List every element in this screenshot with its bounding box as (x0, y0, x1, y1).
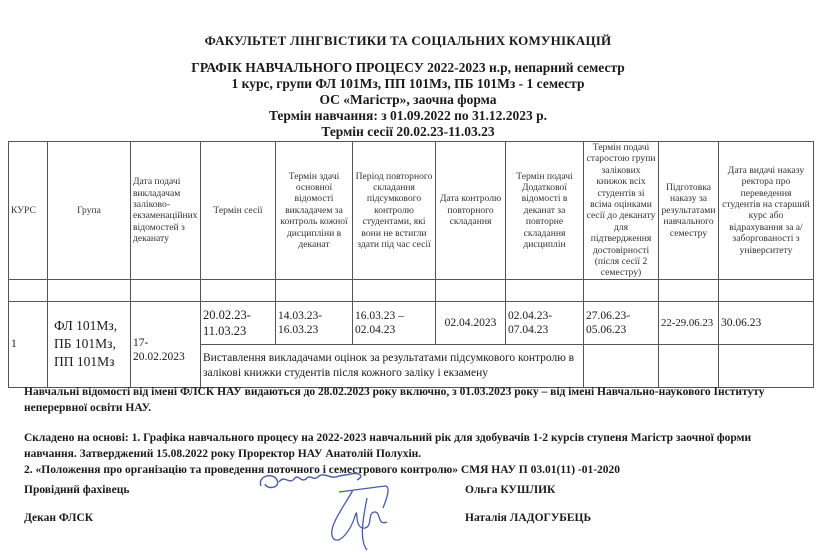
schedule-title: ГРАФІК НАВЧАЛЬНОГО ПРОЦЕСУ 2022-2023 н.р, непарний семестр (191, 60, 625, 75)
submission-date-end: 20.02.2023 (133, 351, 185, 364)
record-books-start: 27.06.23- (586, 309, 631, 322)
issuance-notice: Навчальні відомості від імені ФЛСК НАУ видаються до 28.02.2023 року включно, з 01.03.2023 року – від імені Навчально-наукового Інституту неперервної освіти НАУ. (24, 386, 765, 414)
col-header-session: Термін сесії (201, 142, 276, 280)
group-fl: ФЛ 101Мз, (54, 318, 118, 334)
col-header-main-sheet-deadline: Термін здачі основної відомості викладачем за контроль кожної дисципліни в деканат (276, 142, 353, 280)
record-books-end: 05.06.23 (586, 323, 627, 336)
cell-rector-order: 30.06.23 (719, 301, 814, 344)
grading-note: Виставлення викладачами оцінок за результатами підсумкового контролю в залікові книжки студентів після кожного заліку і екзамену (201, 344, 584, 387)
col-header-rector-order: Дата видачі наказу ректора про переведення студентів на старший курс або відрахування за а/заборгованості з університету (719, 142, 814, 280)
additional-start: 02.04.23- (508, 309, 553, 322)
cell-order-prep: 22-29.06.23 (659, 301, 719, 344)
col-header-submission-date: Дата подачі викладачам заліково-екзаменаційних відомостей з деканату (131, 142, 201, 280)
signer-role-1: Провідний фахівець (24, 484, 130, 496)
group-pp: ПП 101Мз (54, 354, 115, 370)
table-header-row (9, 142, 814, 280)
signer-name-2: Наталія ЛАДОГУБЕЦЬ (465, 512, 592, 524)
additional-end: 07.04.23 (508, 323, 549, 336)
groups-line: 1 курс, групи ФЛ 101Мз, ПП 101Мз, ПБ 101Мз - 1 семестр (231, 76, 585, 91)
col-header-retake-control-date: Дата контролю повторного складання (436, 142, 506, 280)
main-sheet-end: 16.03.23 (278, 323, 319, 336)
cell-main-sheet-deadline (276, 301, 353, 344)
cell-retake-period (353, 301, 436, 344)
table-spacer-row (9, 279, 814, 301)
handwritten-signature-icon (255, 468, 435, 553)
basis-item-1: Складено на основі: 1. Графіка навчального процесу на 2022-2023 навчальний рік для здобувачів 1-2 курсів ступеня Магістр заочної форми навчання. Затверджений 15.08.2022 року Проректор НАУ Анатолій Полухін. (24, 432, 752, 460)
col-header-group: Група (48, 142, 131, 280)
retake-start: 16.03.23 – (355, 309, 404, 322)
cell-submission-date (131, 301, 201, 387)
table-row (9, 301, 814, 344)
session-start: 20.02.23- (203, 307, 251, 322)
cell-record-books (584, 301, 659, 344)
signer-role-2: Декан ФЛСК (24, 512, 94, 524)
retake-end: 02.04.23 (355, 323, 396, 336)
cell-course: 1 (9, 301, 48, 387)
col-header-additional-sheet: Термін подачі Додаткової відомості в деканат за повторне складання дисциплін (506, 142, 584, 280)
col-header-course: КУРС (9, 142, 48, 280)
col-header-retake-period: Період повторного складання підсумкового контролю студентами, які вони не встигли здати під час сесії (353, 142, 436, 280)
submission-date-start: 17- (133, 337, 149, 350)
document-heading (0, 60, 816, 140)
signer-name-1: Ольга КУШЛИК (465, 484, 556, 496)
session-end: 11.03.23 (203, 323, 247, 338)
session-period: Термін сесії 20.02.23-11.03.23 (321, 124, 495, 139)
study-period: Термін навчання: з 01.09.2022 по 31.12.2023 р. (268, 108, 548, 123)
degree-line: ОС «Магістр», заочна форма (319, 92, 497, 107)
faculty-title: ФАКУЛЬТЕТ ЛІНГВІСТИКИ ТА СОЦІАЛЬНИХ КОМУНІКАЦІЙ (204, 33, 612, 48)
group-pb: ПБ 101Мз, (54, 336, 116, 352)
col-header-order-prep: Підготовка наказу за результатами навчального семестру (659, 142, 719, 280)
basis-item-2: 2. «Положення про організацію та проведення поточного і семестрового контролю» СМЯ НАУ П 03.01(11) -01-2020 (24, 464, 621, 476)
col-header-record-books: Термін подачі старостою групи залікових книжок всіх студентів зі всіма оцінками сесії до деканату для підтвердження достовірності (після сесії 2 семестру) (584, 142, 659, 280)
cell-groups (48, 301, 131, 387)
cell-additional-sheet (506, 301, 584, 344)
schedule-table (8, 141, 814, 388)
cell-retake-control-date: 02.04.2023 (436, 301, 506, 344)
cell-session (201, 301, 276, 344)
main-sheet-start: 14.03.23- (278, 309, 323, 322)
